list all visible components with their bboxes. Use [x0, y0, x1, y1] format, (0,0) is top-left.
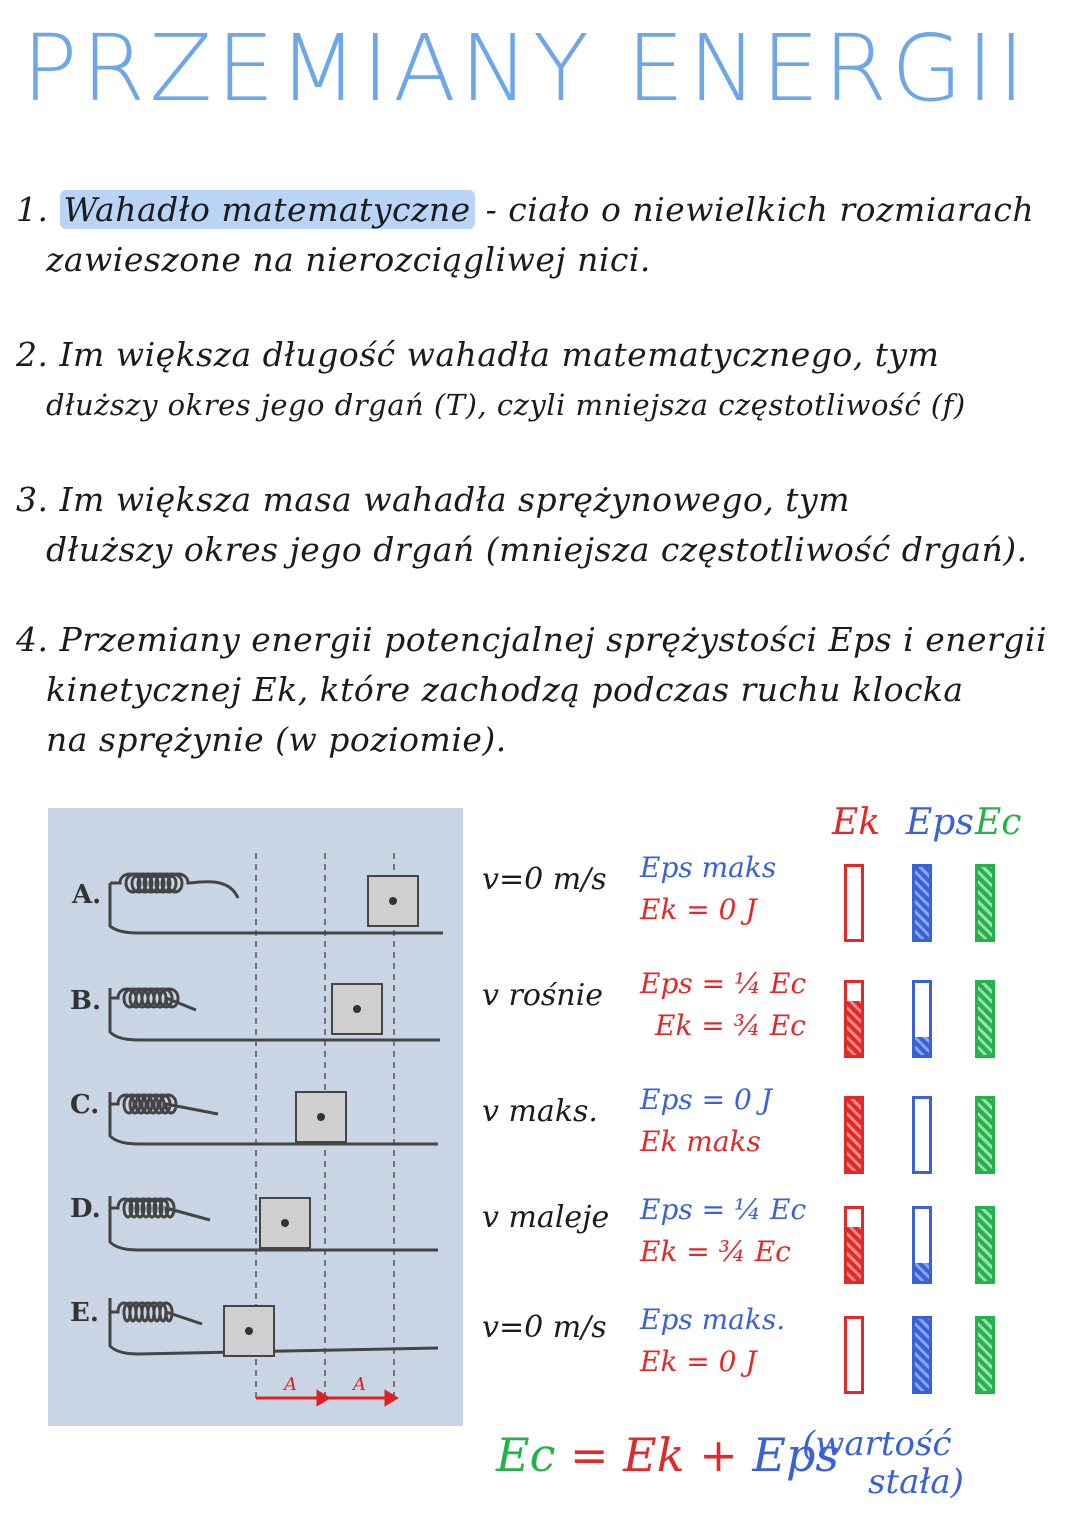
state-line1: Eps = ¼ Ec — [640, 967, 807, 1000]
eps-bar — [912, 980, 932, 1058]
item-1-text: - ciało o niewielkich rozmiarach — [474, 190, 1035, 229]
item-1-highlight: Wahadło matematyczne — [60, 190, 475, 229]
ec-bar-fill — [978, 867, 992, 939]
row-label-d: D. — [70, 1194, 101, 1224]
item-1-num: 1. — [16, 190, 49, 229]
item-4 — [16, 615, 1066, 765]
ec-bar-fill — [978, 1099, 992, 1171]
state-line2: Ek = 0 J — [640, 1345, 757, 1378]
formula-note-1: (wartość — [802, 1424, 952, 1464]
ec-bar — [975, 1316, 995, 1394]
ec-bar-fill — [978, 1319, 992, 1391]
header-eps: Eps — [906, 802, 974, 843]
row-label-c: C. — [70, 1090, 100, 1120]
item-3-num: 3. — [16, 480, 49, 519]
eps-bar — [912, 1206, 932, 1284]
spring-figure — [48, 808, 463, 1426]
formula-plus: + — [684, 1428, 753, 1482]
state-line1: Eps maks. — [640, 1303, 786, 1336]
state-velocity: v maleje — [482, 1200, 610, 1235]
row-label-b: B. — [70, 986, 102, 1016]
item-2 — [16, 330, 1066, 430]
formula-ek: Ek — [623, 1428, 685, 1482]
ek-bar-fill — [847, 1227, 861, 1281]
ek-bar — [844, 1316, 864, 1394]
page-title: PRZEMIANY ENERGII — [22, 15, 1029, 122]
item-3-cont: dłuższy okres jego drgań (mniejsza częstotliwość drgań). — [46, 530, 1028, 569]
energy-formula — [496, 1428, 839, 1482]
item-3 — [16, 475, 1066, 575]
item-1 — [16, 185, 1066, 285]
item-2-text: Im większa długość wahadła matematycznego, tym — [59, 335, 940, 374]
ec-bar — [975, 980, 995, 1058]
row-label-a: A. — [72, 880, 102, 910]
formula-eq: = — [555, 1428, 624, 1482]
eps-bar — [912, 1316, 932, 1394]
header-ec: Ec — [975, 802, 1022, 843]
row-b — [110, 988, 440, 1040]
row-label-e: E. — [70, 1298, 99, 1328]
ek-bar — [844, 1096, 864, 1174]
ek-bar-fill — [847, 1099, 861, 1171]
eps-bar-fill — [915, 1319, 929, 1391]
ek-bar — [844, 864, 864, 942]
eps-bar — [912, 864, 932, 942]
item-4-cont2: na sprężynie (w poziomie). — [46, 720, 507, 759]
formula-note-2: stała) — [868, 1462, 964, 1502]
formula-ec: Ec — [496, 1428, 556, 1482]
state-velocity: v=0 m/s — [482, 1310, 607, 1345]
state-velocity: v=0 m/s — [482, 862, 607, 897]
state-line2: Ek = ¾ Ec — [655, 1009, 806, 1042]
ek-bar — [844, 1206, 864, 1284]
item-2-num: 2. — [16, 335, 49, 374]
state-line1: Eps maks — [640, 851, 777, 884]
item-4-cont: kinetycznej Ek, które zachodzą podczas ruchu klocka — [46, 670, 964, 709]
ek-bar-fill — [847, 1001, 861, 1055]
ec-bar — [975, 1096, 995, 1174]
item-2-cont: dłuższy okres jego drgań (T), czyli mniejsza częstotliwość (f) — [46, 388, 966, 422]
state-line2: Ek = 0 J — [640, 893, 757, 926]
row-c — [110, 1092, 438, 1144]
eps-bar-fill — [915, 1263, 929, 1281]
state-velocity: v maks. — [482, 1094, 598, 1129]
ek-bar — [844, 980, 864, 1058]
eps-bar-fill — [915, 867, 929, 939]
ec-bar-fill — [978, 1209, 992, 1281]
state-line1: Eps = ¼ Ec — [640, 1193, 807, 1226]
spring-drawing — [48, 808, 463, 1426]
state-line1: Eps = 0 J — [640, 1083, 772, 1116]
state-velocity: v rośnie — [482, 978, 603, 1013]
amplitude-label-2: A — [353, 1374, 366, 1395]
ec-bar — [975, 864, 995, 942]
state-line2: Ek = ¾ Ec — [640, 1235, 791, 1268]
item-1-cont: zawieszone na nierozciągliwej nici. — [46, 240, 651, 279]
amplitude-label-1: A — [284, 1374, 297, 1395]
ec-bar-fill — [978, 983, 992, 1055]
item-4-num: 4. — [16, 620, 49, 659]
state-line2: Ek maks — [640, 1125, 761, 1158]
eps-bar — [912, 1096, 932, 1174]
ec-bar — [975, 1206, 995, 1284]
item-3-text: Im większa masa wahadła sprężynowego, tym — [59, 480, 850, 519]
header-ek: Ek — [832, 802, 881, 843]
formula-eps: Eps — [752, 1428, 840, 1482]
item-4-text: Przemiany energii potencjalnej sprężystości Eps i energii — [59, 620, 1048, 659]
eps-bar-fill — [915, 1037, 929, 1055]
